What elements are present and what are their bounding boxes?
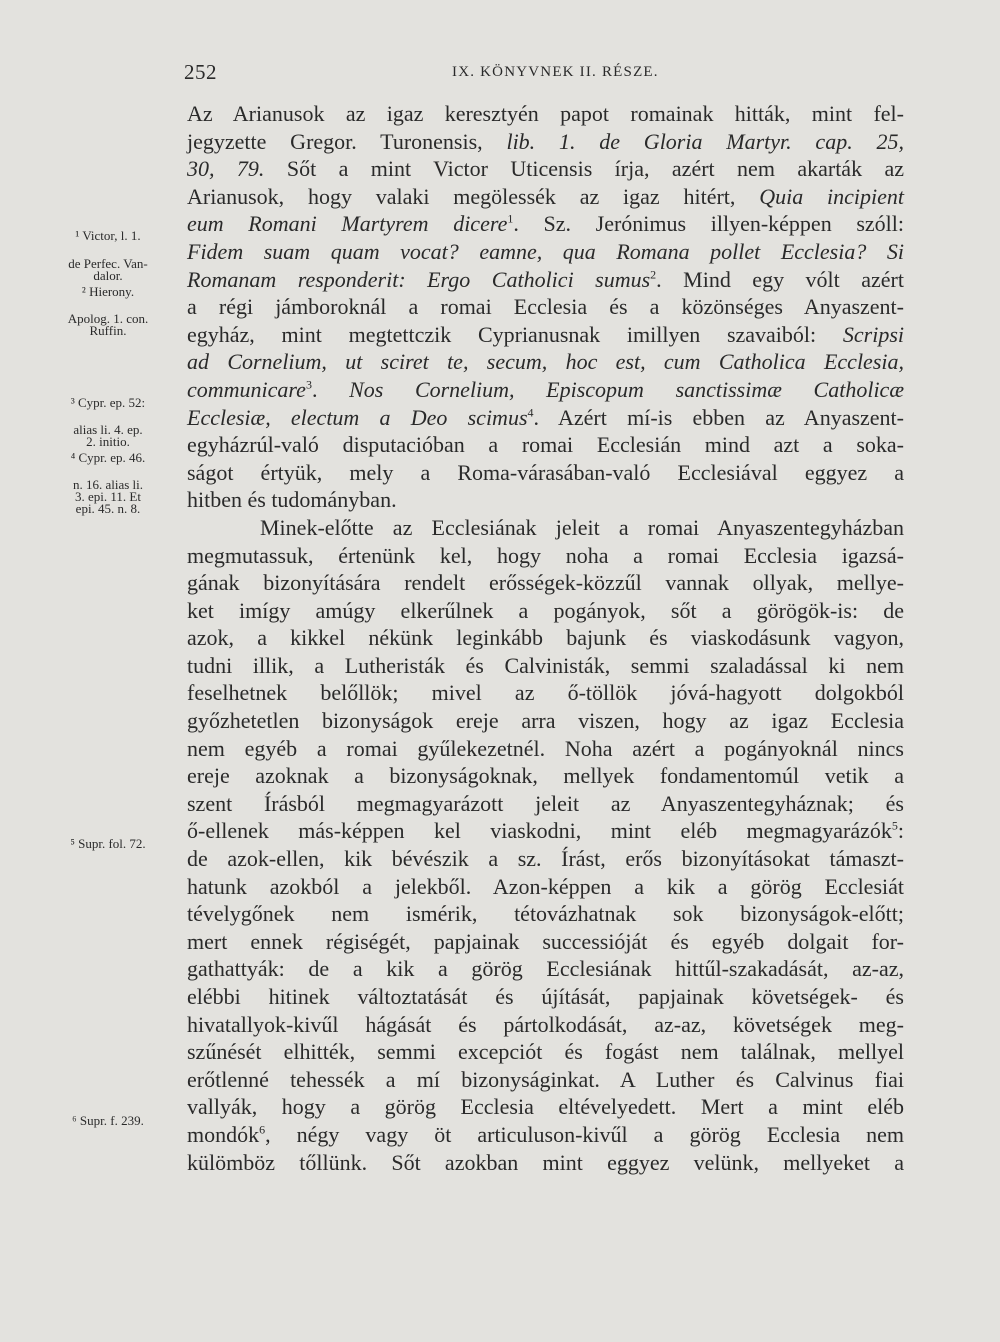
main-text (187, 100, 904, 1176)
text-line (187, 431, 904, 459)
margin-note-line: ¹ Victor, l. 1. (75, 228, 141, 243)
text-line (187, 597, 904, 625)
text-line (187, 928, 904, 956)
footnote-marker: 3 (305, 377, 312, 392)
margin-note-line: 3. epi. 11. Et (75, 489, 141, 504)
footnote-marker: 6 (259, 1122, 266, 1137)
text-span: megmutassuk, értenünk kel, hogy noha a romai Ecclesia igazsá- (187, 542, 904, 568)
margin-note (58, 313, 182, 337)
text-line (187, 762, 904, 790)
margin-note (58, 1115, 182, 1127)
text-line (187, 128, 904, 156)
text-line (187, 514, 904, 542)
text-span: tévelygőnek nem ismérik, tétovázhatnak sok bizonyságok-előtt; (187, 901, 904, 927)
margin-note-line: dalor. (93, 268, 123, 283)
margin-note-line: epi. 45. n. 8. (75, 501, 141, 516)
text-line (187, 1149, 904, 1177)
text-span: . Sz. Jerónimus illyen-képpen szóll: (513, 211, 905, 237)
footnote-marker: 4 (527, 405, 534, 420)
text-line (187, 542, 904, 570)
margin-note-line: de Perfec. Van- (68, 256, 148, 271)
text-line (187, 293, 904, 321)
text-line (187, 321, 904, 349)
text-span: Ecclesiæ, electum a Deo scimus (187, 404, 528, 430)
text-line (187, 817, 904, 845)
text-line (187, 624, 904, 652)
text-span: ket imígy amúgy elkerűlnek a pogányok, sőt a görögök-is: de (187, 597, 904, 623)
text-span: győzhetetlen bizonyságok ereje arra viszen, hogy az igaz Ecclesia (187, 708, 904, 734)
text-line (187, 652, 904, 680)
text-line (187, 155, 904, 183)
text-line (187, 183, 904, 211)
text-span: hivatallyok-kivűl hágását és pártolkodását, az-az, követségek meg- (187, 1011, 904, 1037)
text-line (187, 1066, 904, 1094)
text-span: hitben és tudományban. (187, 487, 397, 513)
text-span: vallyák, hogy a görög Ecclesia eltévelyedett. Mert a mint eléb (187, 1094, 904, 1120)
text-span: Fidem suam quam vocat? eamne, qua Romana pollet Ecclesia? Si (187, 238, 904, 264)
text-line (187, 348, 904, 376)
text-span: hatunk azokból a jelekből. Azon-képpen a kik a görög Ecclesiát (187, 873, 904, 899)
text-line (187, 845, 904, 873)
text-span: Minek-előtte az Ecclesiának jeleit a romai Anyaszentegyházban (260, 514, 904, 540)
margin-note (58, 424, 182, 448)
text-line (187, 955, 904, 983)
page-number: 252 (184, 60, 217, 84)
text-line (187, 404, 904, 432)
text-span: gának bizonyítására rendelt erősségek-közzűl vannak ollyak, mellye- (187, 570, 904, 596)
text-span: külömböz tőllünk. Sőt azokban mint eggyez velünk, mellyeket a (187, 1149, 904, 1175)
margin-note-line: ² Hierony. (81, 284, 135, 299)
text-span: feselhetnek belőllök; mivel az ő-töllök jóvá-hagyott dolgokból (187, 680, 904, 706)
text-span: azok, a kikkel nékünk leginkább bajunk és viaskodásunk vagyon, (187, 625, 904, 651)
text-span: , négy vagy öt articuluson-kivűl a görög Ecclesia nem (265, 1121, 904, 1147)
margin-note (58, 397, 182, 409)
text-span: Arianusok, hogy valaki megölessék az igaz hitért, (187, 183, 760, 209)
text-span: : (897, 818, 904, 844)
footnote-marker: 2 (650, 267, 657, 282)
text-span: egyház, mint megtettczik Cyprianusnak imillyen szavaiból: (187, 321, 843, 347)
text-span: 30, 79. (187, 156, 265, 182)
text-line (187, 100, 904, 128)
text-span: elébbi hitinek változtatását és újítását, papjainak követségek- és (187, 984, 904, 1009)
text-span: Sőt a mint Victor Uticensis írja, azért nem akarták az (264, 156, 905, 182)
text-span: de azok-ellen, kik bévészik a sz. Írást, erős bizonyításokat támaszt- (187, 846, 904, 872)
margin-note (58, 452, 182, 464)
text-line (187, 210, 904, 238)
text-line (187, 486, 904, 514)
text-span: eum Romani Martyrem dicere (187, 211, 508, 237)
text-span: communicare (187, 376, 306, 402)
margin-note (58, 479, 182, 515)
margin-note-line: 2. initio. (86, 434, 130, 449)
margin-note-line: n. 16. alias li. (72, 477, 144, 492)
text-span: szent Írásból megmagyarázott jeleit az Anyaszentegyháznak; és (187, 790, 904, 816)
margin-note (58, 258, 182, 282)
margin-note-line: ⁴ Cypr. ep. 46. (70, 450, 146, 465)
text-line (187, 459, 904, 487)
text-span: Quia incipient (759, 183, 904, 209)
text-span: . Mind egy vólt azért (656, 266, 904, 292)
text-span: ságot értyük, mely a Roma-várasában-való Ecclesiával eggyez a (187, 459, 904, 485)
margin-note-line: Ruffin. (89, 323, 127, 338)
margin-note-line: ³ Cypr. ep. 52: (70, 395, 146, 410)
text-line (187, 238, 904, 266)
text-span: erőtlenné tehessék a mí bizonyságinkat. A Luther és Calvinus fiai (187, 1066, 904, 1092)
text-span: lib. 1. de Gloria Martyr. cap. 25, (506, 128, 904, 154)
text-line (187, 707, 904, 735)
text-line (187, 266, 904, 294)
text-span: szűnését elhitték, semmi excepciót és fogást nem találnak, mellyel (187, 1039, 904, 1065)
text-span: egyházrúl-való disputacióban a romai Ecclesián mind azt a soka- (187, 432, 904, 458)
footnote-marker: 1 (507, 212, 514, 227)
margin-notes (0, 0, 184, 1342)
text-span: ad Cornelium, ut sciret te, secum, hoc est, cum Catholica Ecclesia, (187, 349, 904, 375)
text-span: tudni illik, a Lutheristák és Calvinisták, semmi szaladással ki nem (187, 652, 904, 678)
text-line (187, 679, 904, 707)
text-span: mert ennek régiségét, papjainak successióját és egyéb dolgait for- (187, 928, 904, 954)
text-span: Az Arianusok az igaz keresztyén papot romainak hitták, mint fel- (187, 101, 904, 126)
text-line (187, 1121, 904, 1149)
text-line (187, 790, 904, 818)
text-line (187, 1011, 904, 1039)
text-span: Romanam responderit: Ergo Catholici sumus (187, 266, 651, 292)
margin-note (58, 230, 182, 242)
text-span: Scripsi (842, 321, 904, 347)
text-span: nem egyéb a romai gyűlekezetnél. Noha azért a pogányoknál nincs (187, 735, 904, 761)
text-span: jegyzette Gregor. Turonensis, (187, 128, 507, 154)
margin-note-line: ⁶ Supr. f. 239. (72, 1113, 144, 1128)
margin-note (58, 286, 182, 298)
text-line (187, 735, 904, 763)
text-line (187, 376, 904, 404)
text-span: a régi jámboroknál a romai Ecclesia és a közönséges Anyaszent- (187, 294, 904, 320)
text-line (187, 983, 904, 1011)
text-line (187, 1038, 904, 1066)
text-span: Nos Cornelium, Episcopum sanctissimæ Catholicæ (349, 376, 904, 402)
text-line (187, 569, 904, 597)
running-head: IX. KÖNYVNEK II. RÉSZE. (452, 64, 659, 80)
text-line (187, 873, 904, 901)
margin-note (58, 838, 182, 850)
text-span: ereje azoknak a bizonyságoknak, mellyek fondamentomúl vetik a (187, 763, 904, 789)
footnote-marker: 5 (891, 819, 898, 834)
text-span: ő-ellenek más-képpen kel viaskodni, mint eléb megmagyarázók (187, 818, 892, 844)
margin-note-line: alias li. 4. ep. (73, 422, 143, 437)
text-span: mondók (187, 1121, 260, 1147)
text-line (187, 1093, 904, 1121)
margin-note-line: ⁵ Supr. fol. 72. (70, 836, 146, 851)
text-span: . (311, 376, 350, 402)
margin-note-line: Apolog. 1. con. (67, 311, 149, 326)
text-span: gathattyák: de a kik a görög Ecclesiának hittűl-szakadását, az-az, (187, 956, 904, 982)
text-span: . Azért mí-is ebben az Anyaszent- (533, 404, 904, 430)
text-line (187, 900, 904, 928)
